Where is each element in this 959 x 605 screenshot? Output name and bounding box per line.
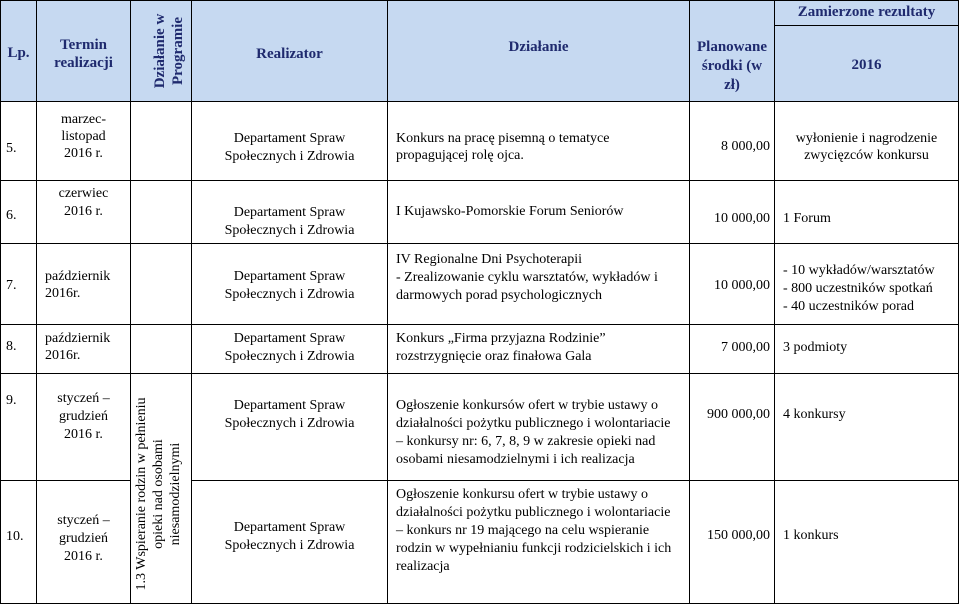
text-line: - Zrealizowanie cyklu warsztatów, wykładów i — [396, 270, 658, 285]
text-line: działalności pożytku publicznego i wolontariacie — [396, 416, 671, 431]
border-header-bottom — [0, 101, 959, 102]
row-10-kwota: 150 000,00 — [707, 528, 770, 543]
text-line: Konkurs na pracę pisemną o tematyce — [396, 131, 610, 146]
text-line: Termin — [60, 37, 107, 53]
row-8-dzialanie — [396, 330, 606, 366]
row-8-termin — [45, 330, 110, 364]
row-6-termin — [37, 185, 130, 221]
header-zamierzone-rezultaty: Zamierzone rezultaty — [797, 4, 936, 20]
row-9-lp: 9. — [6, 393, 17, 408]
row-6-kwota: 10 000,00 — [714, 211, 770, 226]
border-row-6-bottom — [0, 243, 959, 244]
row-8-lp: 8. — [6, 339, 17, 354]
row-10-realizator — [192, 519, 387, 555]
text-line: 2016 r. — [64, 549, 103, 564]
text-line: czerwiec — [58, 186, 109, 201]
text-line: – konkursy nr: 6, 7, 8, 9 w zakresie opieki nad — [396, 434, 656, 449]
row-10-dzialanie — [396, 486, 671, 576]
text-line: Społecznych i Zdrowia — [224, 416, 355, 431]
text-line: 2016 r. — [64, 427, 103, 442]
row-8-rezultat — [783, 340, 847, 356]
border-row-8-bottom — [0, 373, 959, 374]
header-planowane-srodki — [690, 38, 774, 95]
text-line: Ogłoszenie konkursów ofert w trybie ustawy o — [396, 398, 659, 413]
border-row-9-bottom-left — [0, 480, 130, 481]
border-col-kwota — [774, 0, 775, 604]
text-line: Społecznych i Zdrowia — [224, 149, 355, 164]
header-lp: Lp. — [7, 45, 30, 61]
text-line: styczeń – — [57, 391, 110, 406]
text-line: 2016r. — [45, 348, 81, 363]
text-line: październik — [45, 331, 111, 346]
row-7-kwota: 10 000,00 — [714, 278, 770, 293]
text-line: propagującej rolę ojca. — [396, 148, 524, 163]
text-line: Społecznych i Zdrowia — [224, 287, 355, 302]
text-line: Działanie w — [152, 13, 168, 89]
text-line: 2016r. — [45, 286, 81, 301]
text-line: Społecznych i Zdrowia — [224, 538, 355, 553]
text-line: Departament Spraw — [233, 398, 346, 413]
row-5-kwota: 8 000,00 — [721, 139, 770, 154]
row-5-rezultat — [775, 130, 958, 164]
border-bottom — [0, 603, 959, 604]
text-line: styczeń – — [57, 513, 110, 528]
row-5-dzialanie — [396, 130, 609, 164]
text-line: 1 konkurs — [783, 528, 839, 543]
row-6-dzialanie — [396, 204, 624, 220]
text-line: Departament Spraw — [233, 205, 346, 220]
text-line: - 40 uczestników porad — [783, 299, 915, 314]
row-5-realizator — [192, 130, 387, 166]
text-line: IV Regionalne Dni Psychoterapii — [396, 252, 582, 267]
text-line: realizacji — [54, 55, 113, 71]
row-10-rezultat — [783, 528, 839, 544]
row-10-termin — [37, 512, 130, 566]
text-line: I Kujawsko-Pomorskie Forum Seniorów — [396, 204, 624, 219]
text-line: - 10 wykładów/warsztatów — [783, 263, 935, 278]
row-6-rezultat — [783, 211, 831, 227]
text-line: grudzień — [59, 531, 108, 546]
text-line: wyłonienie i nagrodzenie — [795, 131, 938, 146]
row-9-kwota: 900 000,00 — [707, 407, 770, 422]
text-line: Planowane — [696, 39, 767, 55]
text-line: grudzień — [59, 409, 108, 424]
text-line: Departament Spraw — [233, 269, 346, 284]
text-line: październik — [45, 269, 111, 284]
row-6-realizator — [192, 204, 387, 240]
border-left — [0, 0, 1, 604]
text-line: 1 Forum — [783, 211, 831, 226]
row-9-realizator — [192, 397, 387, 433]
text-line: Społecznych i Zdrowia — [224, 223, 355, 238]
text-line: realizacja — [396, 559, 450, 574]
text-line: niesamodzielnymi — [168, 442, 183, 546]
text-line: zwycięzców konkursu — [804, 148, 929, 163]
border-row-9-bottom-right — [191, 480, 959, 481]
text-line: Departament Spraw — [233, 520, 346, 535]
text-line: zł) — [724, 77, 740, 93]
header-realizator: Realizator — [256, 46, 323, 62]
header-dzialanie: Działanie — [508, 39, 569, 55]
text-line: osobami niesamodzielnymi i ich realizacja — [396, 452, 635, 467]
text-line: Ogłoszenie konkursu ofert w trybie ustawy o — [396, 487, 648, 502]
text-line: – konkurs nr 19 mającego na celu wspieranie — [396, 523, 650, 538]
header-termin — [37, 36, 130, 72]
text-line: 1.3 Wspieranie rodzin w pełnieniu — [134, 397, 149, 591]
text-line: opieki nad osobami — [151, 439, 166, 549]
text-line: listopad — [61, 129, 106, 144]
row-10-lp: 10. — [6, 529, 24, 544]
row-9-dzialanie — [396, 397, 670, 469]
text-line: darmowych porad psychologicznych — [396, 288, 603, 303]
border-col-termin — [130, 0, 131, 604]
text-line: 4 konkursy — [783, 407, 846, 422]
text-line: rodzin w wypełnianiu funkcji rodzicielskich i ich — [396, 541, 672, 556]
text-line: Konkurs „Firma przyjazna Rodzinie” — [396, 331, 606, 346]
row-7-dzialanie — [396, 251, 658, 305]
border-row-5-bottom — [0, 180, 959, 181]
text-line: Departament Spraw — [233, 131, 346, 146]
row-7-rezultat — [783, 262, 935, 316]
header-dzialanie-w-programie — [151, 3, 191, 99]
text-line: 2016 r. — [64, 204, 103, 219]
text-line: działalności pożytku publicznego i wolontariacie — [396, 505, 671, 520]
header-dzialanie-w-programie-lines — [151, 3, 187, 99]
text-line: rozstrzygnięcie oraz finałowa Gala — [396, 349, 592, 364]
program-1-3-lines — [133, 388, 184, 600]
border-top — [0, 0, 959, 1]
text-line: 2016 r. — [64, 146, 103, 161]
row-8-kwota: 7 000,00 — [721, 340, 770, 355]
text-line: Departament Spraw — [233, 331, 346, 346]
row-9-termin — [37, 390, 130, 444]
border-header-sub — [774, 25, 959, 26]
row-6-lp: 6. — [6, 208, 17, 223]
text-line: Społecznych i Zdrowia — [224, 349, 355, 364]
text-line: 3 podmioty — [783, 340, 848, 355]
row-7-termin — [45, 268, 110, 302]
program-1-3-label — [133, 388, 189, 600]
row-7-lp: 7. — [6, 278, 17, 293]
row-9-rezultat — [783, 407, 846, 423]
row-7-realizator — [192, 268, 387, 304]
text-line: Programie — [170, 16, 186, 86]
text-line: marzec- — [60, 112, 107, 127]
text-line: środki (w — [701, 58, 763, 74]
border-col-realizator — [387, 0, 388, 604]
row-5-lp: 5. — [6, 141, 17, 156]
header-rok: 2016 — [851, 57, 882, 73]
text-line: - 800 uczestników spotkań — [783, 281, 933, 296]
row-5-termin — [37, 111, 130, 162]
row-8-realizator — [192, 330, 387, 366]
border-row-7-bottom — [0, 324, 959, 325]
